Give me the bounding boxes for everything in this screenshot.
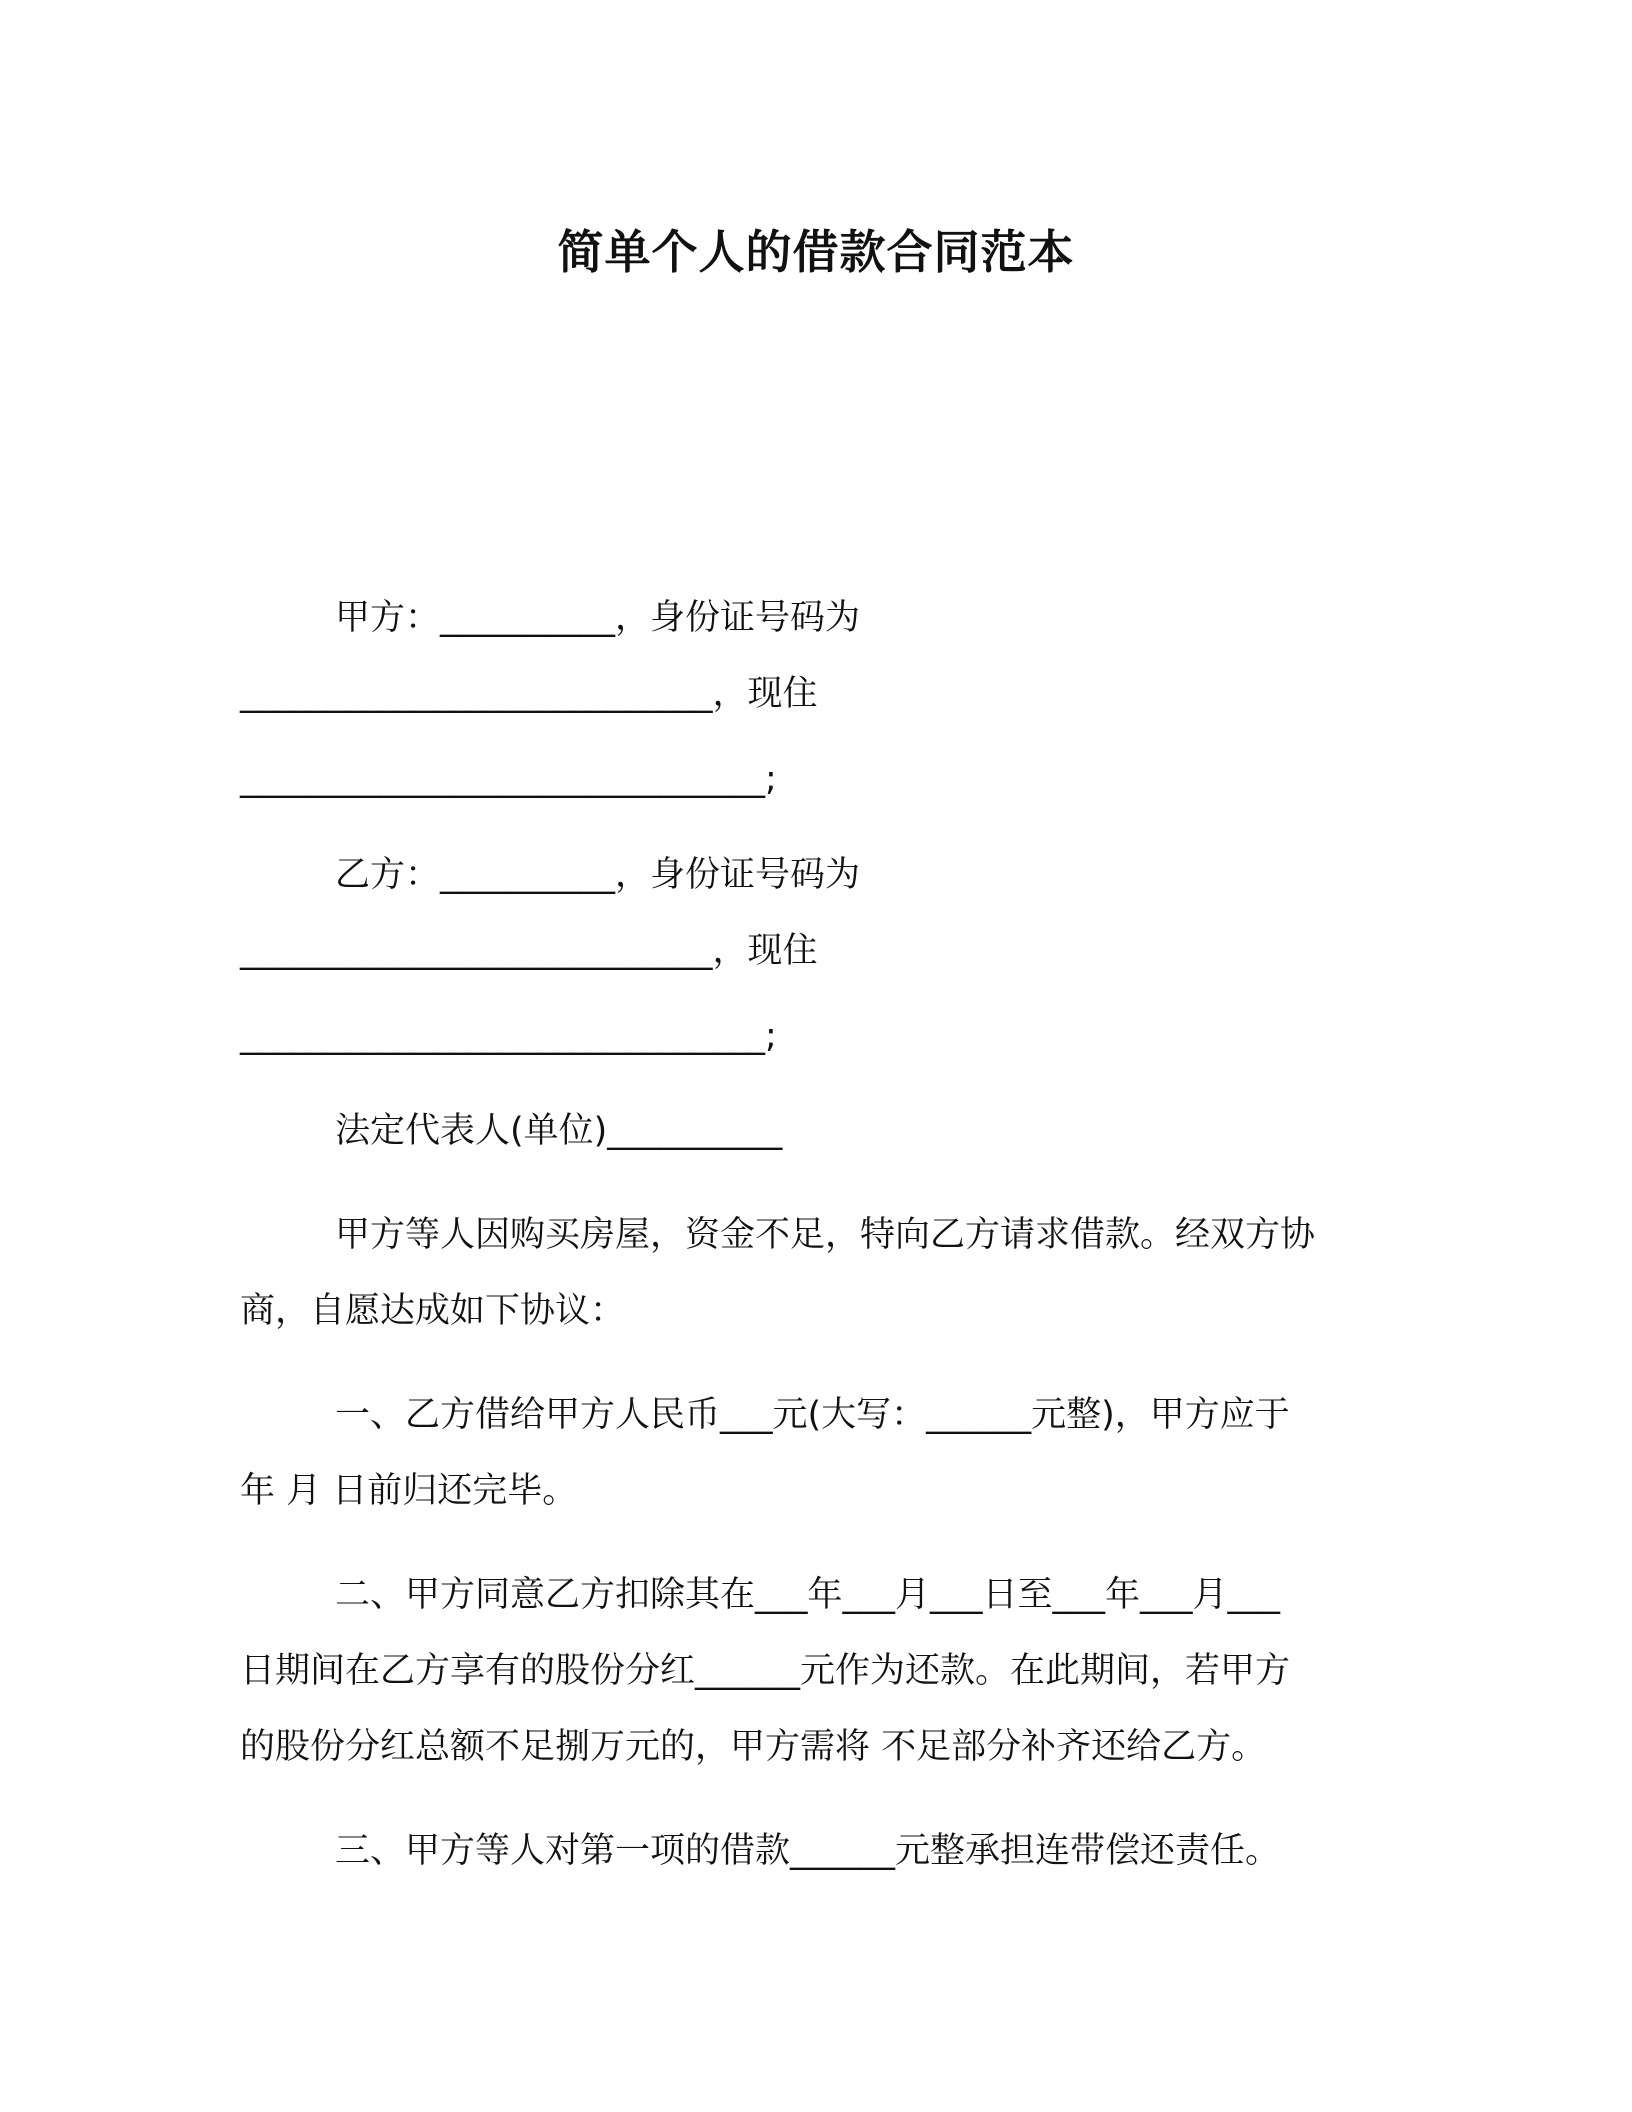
preamble-line-1: 甲方等人因购买房屋，资金不足，特向乙方请求借款。经双方协: [335, 1215, 1316, 1255]
legal-representative-line: 法定代表人(单位)__________: [335, 1111, 783, 1151]
clause-2-line-1: 二、甲方同意乙方扣除其在___年___月___日至___年___月___: [335, 1575, 1281, 1615]
clause-2-line-3: 的股份分红总额不足捌万元的，甲方需将 不足部分补齐还给乙方。: [240, 1727, 1267, 1767]
clause-2-line-2: 日期间在乙方享有的股份分红______元作为还款。在此期间，若甲方: [240, 1651, 1291, 1691]
document-title: 简单个人的借款合同范本: [557, 225, 1075, 279]
clause-1-line-1: 一、乙方借给甲方人民币___元(大写：______元整)，甲方应于: [335, 1395, 1290, 1435]
clause-3-line-1: 三、甲方等人对第一项的借款______元整承担连带偿还责任。: [335, 1831, 1281, 1871]
preamble-line-2: 商，自愿达成如下协议：: [240, 1291, 626, 1331]
clause-1-line-2: 年 月 日前归还完毕。: [240, 1471, 578, 1511]
party-b-address-line: ______________________________;: [240, 1016, 777, 1056]
party-b-name-line: 乙方：__________，身份证号码为: [335, 855, 861, 895]
party-b-id-line: ___________________________，现住: [240, 931, 818, 971]
party-a-id-line: ___________________________，现住: [240, 674, 818, 714]
party-a-name-line: 甲方：__________，身份证号码为: [335, 598, 861, 638]
party-a-address-line: ______________________________;: [240, 759, 777, 799]
